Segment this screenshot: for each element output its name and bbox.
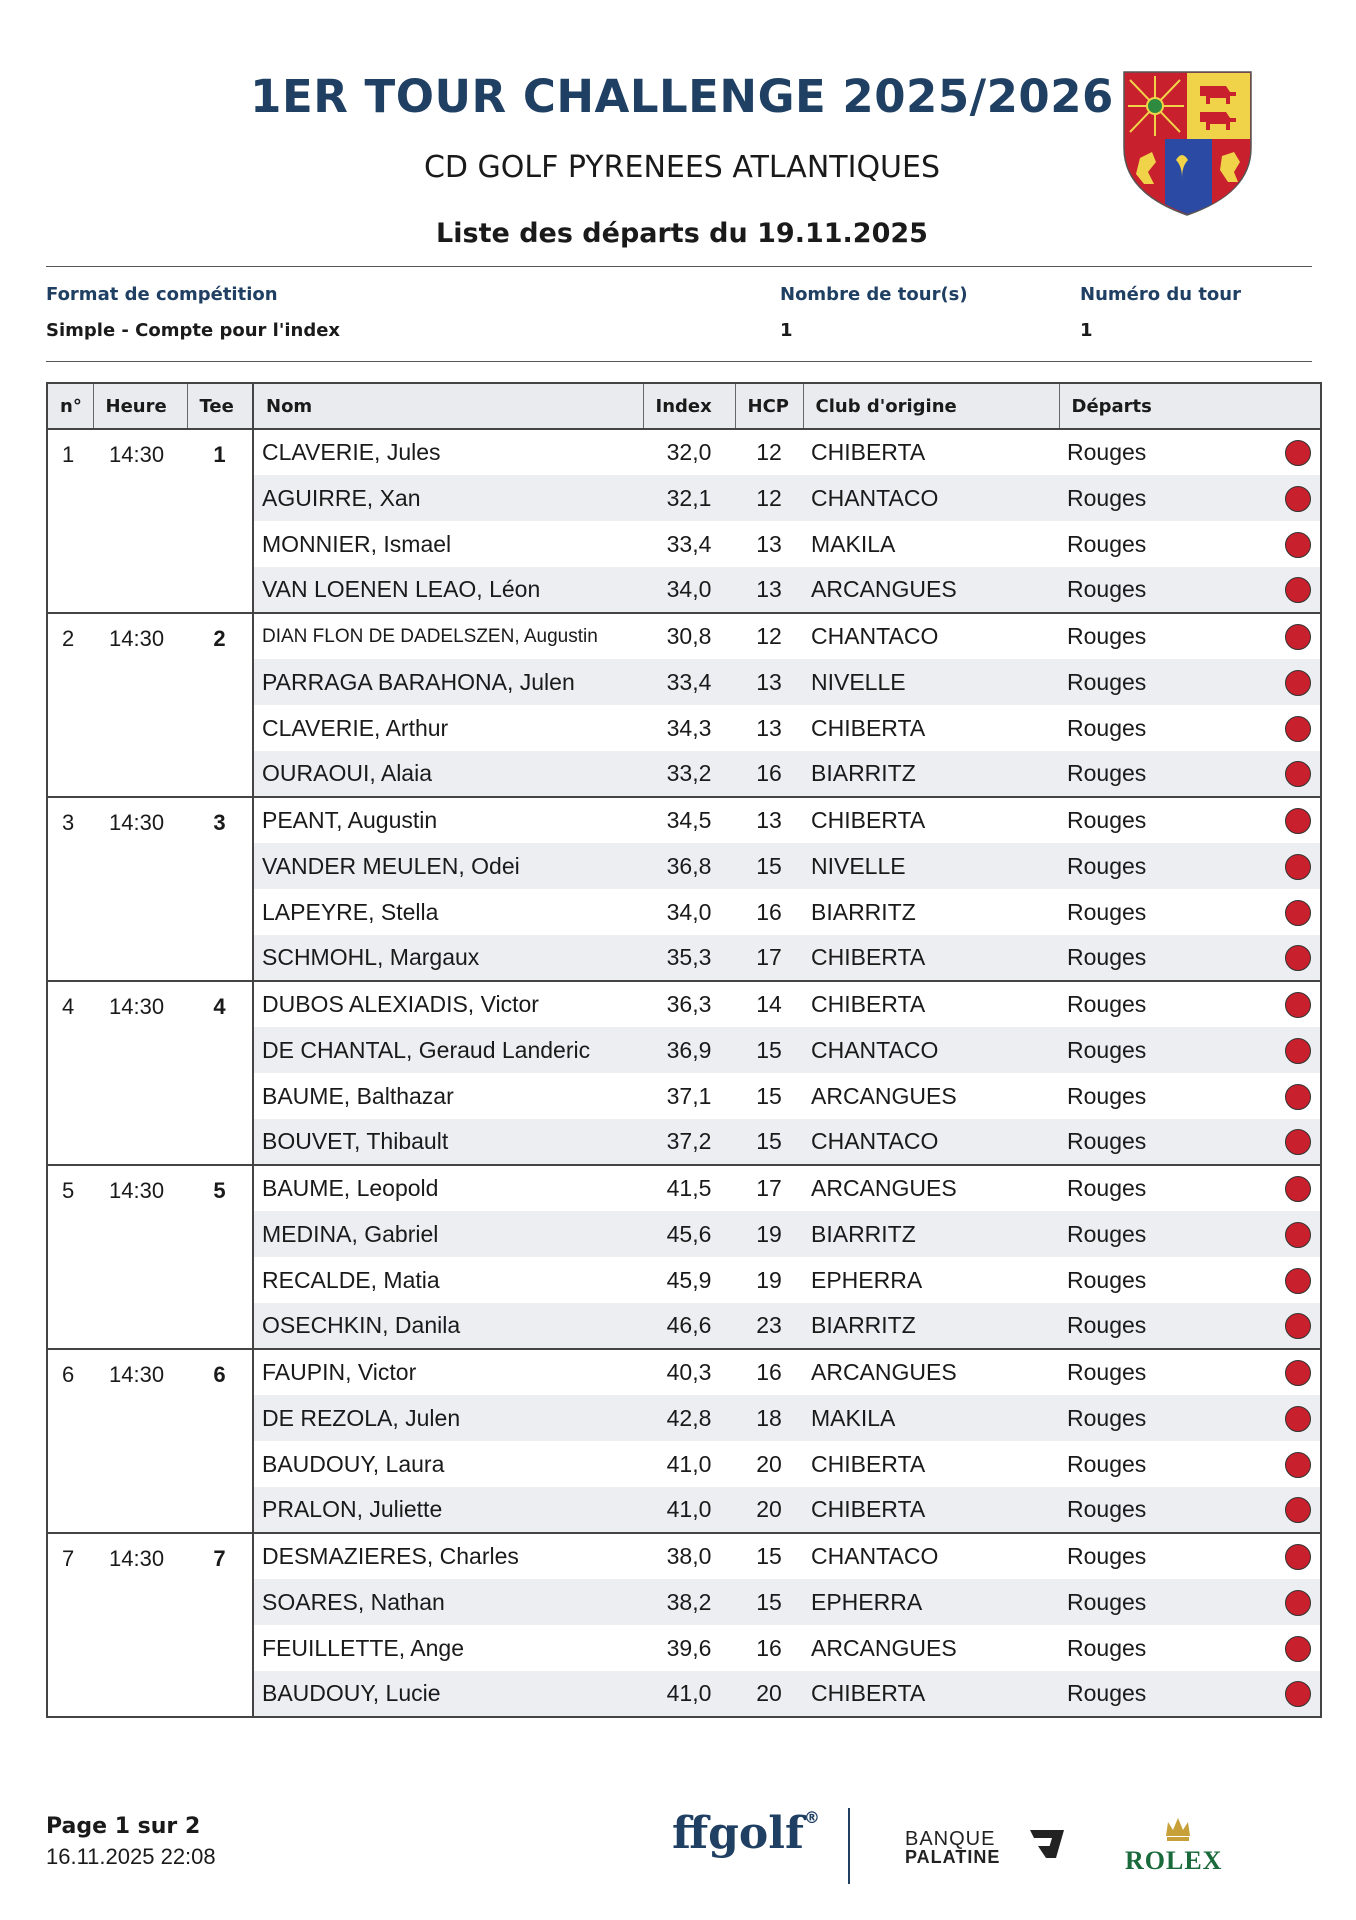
table-row xyxy=(47,429,1321,475)
red-tee-marker-icon xyxy=(1285,1636,1311,1662)
player-club: BIARRITZ xyxy=(803,1303,1059,1349)
player-index: 33,4 xyxy=(666,530,712,557)
player-hcp: 16 xyxy=(735,1349,803,1395)
player-index: 34,5 xyxy=(643,797,735,843)
page-title: 1ER TOUR CHALLENGE 2025/2026 xyxy=(250,70,1114,123)
player-club: BIARRITZ xyxy=(803,751,1059,797)
divider-top xyxy=(46,266,1312,267)
player-departs: Rouges xyxy=(1067,1634,1147,1661)
group-number: 5 xyxy=(47,1165,93,1349)
player-name: SOARES, Nathan xyxy=(253,1579,643,1625)
player-index: 46,6 xyxy=(643,1303,735,1349)
player-index: 39,6 xyxy=(666,1634,712,1661)
player-club: CHANTACO xyxy=(803,613,1059,659)
player-name: BAUDOUY, Laura xyxy=(262,1450,445,1477)
tee-number: 1 xyxy=(187,429,253,613)
player-departs: Rouges xyxy=(1059,1303,1275,1349)
player-departs: Rouges xyxy=(1059,1533,1275,1579)
player-hcp: 16 xyxy=(756,898,782,925)
player-hcp: 15 xyxy=(735,843,803,889)
player-club: CHIBERTA xyxy=(803,1487,1059,1533)
page-number: Page 1 sur 2 xyxy=(46,1814,201,1839)
player-name: PEANT, Augustin xyxy=(253,797,643,843)
player-index: 45,9 xyxy=(666,1266,712,1293)
player-club: CHIBERTA xyxy=(803,1671,1059,1717)
format-label: Format de compétition xyxy=(46,284,278,305)
start-time: 14:30 xyxy=(93,613,187,797)
red-tee-marker-icon xyxy=(1285,1452,1311,1478)
player-hcp: 18 xyxy=(735,1395,803,1441)
player-index: 36,8 xyxy=(643,843,735,889)
player-name: VAN LOENEN LEAO, Léon xyxy=(253,567,643,613)
start-time: 14:30 xyxy=(93,1165,187,1349)
player-hcp: 23 xyxy=(735,1303,803,1349)
tee-number: 4 xyxy=(187,981,253,1165)
player-club: ARCANGUES xyxy=(803,1165,1059,1211)
red-tee-marker-icon xyxy=(1285,808,1311,834)
red-tee-marker-icon xyxy=(1285,945,1311,971)
player-name: MEDINA, Gabriel xyxy=(253,1211,643,1257)
player-club: CHANTACO xyxy=(803,475,1059,521)
table-row xyxy=(47,1165,1321,1211)
player-hcp: 13 xyxy=(756,530,782,557)
rounds-label: Nombre de tour(s) xyxy=(780,284,968,305)
player-index: 45,6 xyxy=(643,1211,735,1257)
red-tee-marker-icon xyxy=(1285,992,1311,1018)
red-tee-marker-icon xyxy=(1285,1268,1311,1294)
col-header-departs: Départs xyxy=(1059,383,1321,429)
player-index: 36,3 xyxy=(643,981,735,1027)
player-departs: Rouges xyxy=(1067,1266,1147,1293)
table-header xyxy=(47,383,1321,429)
red-tee-marker-icon xyxy=(1285,1313,1311,1339)
player-departs: Rouges xyxy=(1059,475,1275,521)
col-header-tee: Tee xyxy=(187,383,253,429)
player-name: BAUME, Leopold xyxy=(253,1165,643,1211)
player-club: ARCANGUES xyxy=(803,567,1059,613)
red-tee-marker-icon xyxy=(1285,716,1311,742)
start-time: 14:30 xyxy=(93,1349,187,1533)
player-hcp: 12 xyxy=(735,613,803,659)
player-hcp: 20 xyxy=(735,1671,803,1717)
player-name: BAUDOUY, Lucie xyxy=(253,1671,643,1717)
player-hcp: 15 xyxy=(756,1082,782,1109)
player-departs: Rouges xyxy=(1059,1165,1275,1211)
player-club: EPHERRA xyxy=(803,1579,1059,1625)
tee-number: 6 xyxy=(187,1349,253,1533)
ffgolf-logo: ffgolf® xyxy=(672,1808,820,1859)
player-name: MONNIER, Ismael xyxy=(262,530,452,557)
player-departs: Rouges xyxy=(1067,1082,1147,1109)
player-hcp: 12 xyxy=(756,439,782,465)
player-club: MAKILA xyxy=(803,1395,1059,1441)
red-tee-marker-icon xyxy=(1285,1176,1311,1202)
table-row xyxy=(47,613,1321,659)
red-tee-marker-icon xyxy=(1285,854,1311,880)
player-hcp: 15 xyxy=(735,1579,803,1625)
red-tee-marker-icon xyxy=(1285,670,1311,696)
red-tee-marker-icon xyxy=(1285,532,1311,558)
player-club: NIVELLE xyxy=(803,843,1059,889)
player-club: CHIBERTA xyxy=(803,981,1059,1027)
tee-number: 5 xyxy=(187,1165,253,1349)
player-hcp: 20 xyxy=(756,1450,782,1477)
rounds-value: 1 xyxy=(780,320,793,341)
red-tee-marker-icon xyxy=(1285,577,1311,603)
player-name: DE CHANTAL, Geraud Landeric xyxy=(253,1027,643,1073)
player-name: SCHMOHL, Margaux xyxy=(253,935,643,981)
player-index: 34,0 xyxy=(643,567,735,613)
player-departs: Rouges xyxy=(1059,659,1275,705)
player-hcp: 19 xyxy=(756,1266,782,1293)
player-departs: Rouges xyxy=(1059,567,1275,613)
round-number-label: Numéro du tour xyxy=(1080,284,1241,305)
start-time: 14:30 xyxy=(93,981,187,1165)
player-name: DESMAZIERES, Charles xyxy=(253,1533,643,1579)
player-name: AGUIRRE, Xan xyxy=(253,475,643,521)
group-number: 4 xyxy=(47,981,93,1165)
red-tee-marker-icon xyxy=(1285,761,1311,787)
tee-number: 3 xyxy=(187,797,253,981)
player-club: CHIBERTA xyxy=(803,935,1059,981)
player-hcp: 15 xyxy=(735,1533,803,1579)
group-number: 3 xyxy=(47,797,93,981)
player-departs: Rouges xyxy=(1067,714,1147,741)
player-index: 37,1 xyxy=(666,1082,712,1109)
player-index: 38,0 xyxy=(643,1533,735,1579)
player-club: BIARRITZ xyxy=(811,898,916,925)
player-departs: Rouges xyxy=(1067,439,1147,465)
table-row xyxy=(47,1533,1321,1579)
player-departs: Rouges xyxy=(1059,1487,1275,1533)
tee-number: 2 xyxy=(187,613,253,797)
player-index: 32,1 xyxy=(643,475,735,521)
player-hcp: 16 xyxy=(756,1634,782,1661)
player-hcp: 15 xyxy=(735,1119,803,1165)
player-index: 37,2 xyxy=(643,1119,735,1165)
player-hcp: 19 xyxy=(735,1211,803,1257)
player-hcp: 12 xyxy=(735,475,803,521)
col-header-index: Index xyxy=(643,383,735,429)
player-club: CHANTACO xyxy=(803,1027,1059,1073)
player-name: PRALON, Juliette xyxy=(253,1487,643,1533)
player-index: 34,0 xyxy=(666,898,712,925)
player-departs: Rouges xyxy=(1059,1027,1275,1073)
player-name: FAUPIN, Victor xyxy=(253,1349,643,1395)
col-header-time: Heure xyxy=(93,383,187,429)
start-list-table xyxy=(46,382,1322,1718)
player-club: CHANTACO xyxy=(803,1533,1059,1579)
red-tee-marker-icon xyxy=(1285,624,1311,650)
player-index: 41,0 xyxy=(666,1450,712,1477)
format-value: Simple - Compte pour l'index xyxy=(46,320,341,341)
red-tee-marker-icon xyxy=(1285,1129,1311,1155)
player-hcp: 13 xyxy=(756,714,782,741)
player-index: 42,8 xyxy=(643,1395,735,1441)
table-row xyxy=(47,797,1321,843)
player-index: 34,3 xyxy=(666,714,712,741)
start-time: 14:30 xyxy=(93,797,187,981)
group-number: 7 xyxy=(47,1533,93,1717)
player-index: 35,3 xyxy=(643,935,735,981)
red-tee-marker-icon xyxy=(1285,1544,1311,1570)
player-index: 33,4 xyxy=(643,659,735,705)
banque-palatine-logo: BANQUE PALATINE xyxy=(905,1828,1001,1867)
player-club: MAKILA xyxy=(811,530,896,557)
player-name: BAUME, Balthazar xyxy=(262,1082,454,1109)
player-name: DE REZOLA, Julen xyxy=(253,1395,643,1441)
player-club: ARCANGUES xyxy=(803,1349,1059,1395)
player-departs: Rouges xyxy=(1059,1211,1275,1257)
player-hcp: 15 xyxy=(735,1027,803,1073)
red-tee-marker-icon xyxy=(1285,900,1311,926)
player-club: NIVELLE xyxy=(803,659,1059,705)
player-name: DUBOS ALEXIADIS, Victor xyxy=(253,981,643,1027)
player-hcp: 13 xyxy=(735,797,803,843)
player-departs: Rouges xyxy=(1059,1579,1275,1625)
player-hcp: 13 xyxy=(735,567,803,613)
red-tee-marker-icon xyxy=(1285,486,1311,512)
red-tee-marker-icon xyxy=(1285,1497,1311,1523)
player-club: EPHERRA xyxy=(811,1266,923,1293)
player-hcp: 17 xyxy=(735,935,803,981)
player-name: CLAVERIE, Jules xyxy=(262,439,441,465)
player-name: OSECHKIN, Danila xyxy=(253,1303,643,1349)
divider-meta xyxy=(46,361,1312,362)
red-tee-marker-icon xyxy=(1285,440,1311,466)
player-departs: Rouges xyxy=(1067,898,1147,925)
group-number: 6 xyxy=(47,1349,93,1533)
player-departs: Rouges xyxy=(1059,843,1275,889)
rolex-logo: ROLEX xyxy=(1125,1846,1223,1875)
red-tee-marker-icon xyxy=(1285,1038,1311,1064)
player-departs: Rouges xyxy=(1059,1349,1275,1395)
player-hcp: 16 xyxy=(735,751,803,797)
red-tee-marker-icon xyxy=(1285,1222,1311,1248)
col-header-name: Nom xyxy=(253,383,643,429)
start-time: 14:30 xyxy=(93,1533,187,1717)
col-header-club: Club d'origine xyxy=(803,383,1059,429)
player-club: CHIBERTA xyxy=(811,714,926,741)
player-departs: Rouges xyxy=(1059,1119,1275,1165)
player-name: DIAN FLON DE DADELSZEN, Augustin xyxy=(253,613,643,659)
red-tee-marker-icon xyxy=(1285,1681,1311,1707)
table-row xyxy=(47,981,1321,1027)
player-index: 38,2 xyxy=(643,1579,735,1625)
table-row xyxy=(47,1349,1321,1395)
timestamp: 16.11.2025 22:08 xyxy=(46,1844,216,1869)
red-tee-marker-icon xyxy=(1285,1360,1311,1386)
player-club: ARCANGUES xyxy=(811,1634,957,1661)
red-tee-marker-icon xyxy=(1285,1590,1311,1616)
group-number: 2 xyxy=(47,613,93,797)
player-index: 41,0 xyxy=(643,1487,735,1533)
player-club: CHIBERTA xyxy=(803,797,1059,843)
player-departs: Rouges xyxy=(1067,530,1147,557)
round-number-value: 1 xyxy=(1080,320,1093,341)
player-index: 32,0 xyxy=(666,439,712,465)
crest-icon xyxy=(1120,68,1255,218)
col-header-number: n° xyxy=(47,383,93,429)
player-name: OURAOUI, Alaia xyxy=(253,751,643,797)
player-departs: Rouges xyxy=(1059,613,1275,659)
player-club: CHIBERTA xyxy=(811,439,926,465)
list-title: Liste des départs du 19.11.2025 xyxy=(436,218,928,249)
player-index: 30,8 xyxy=(643,613,735,659)
player-hcp: 20 xyxy=(735,1487,803,1533)
logo-separator xyxy=(848,1808,850,1884)
player-index: 36,9 xyxy=(643,1027,735,1073)
player-hcp: 17 xyxy=(735,1165,803,1211)
player-departs: Rouges xyxy=(1059,1671,1275,1717)
red-tee-marker-icon xyxy=(1285,1084,1311,1110)
player-club: BIARRITZ xyxy=(803,1211,1059,1257)
player-departs: Rouges xyxy=(1059,797,1275,843)
player-departs: Rouges xyxy=(1059,751,1275,797)
col-header-hcp: HCP xyxy=(735,383,803,429)
player-club: ARCANGUES xyxy=(811,1082,957,1109)
player-name: CLAVERIE, Arthur xyxy=(262,714,449,741)
player-index: 33,2 xyxy=(643,751,735,797)
tee-number: 7 xyxy=(187,1533,253,1717)
organizer-title: CD GOLF PYRENEES ATLANTIQUES xyxy=(423,150,941,185)
player-departs: Rouges xyxy=(1067,1450,1147,1477)
start-time: 14:30 xyxy=(109,442,165,467)
player-index: 41,5 xyxy=(643,1165,735,1211)
player-index: 40,3 xyxy=(643,1349,735,1395)
player-hcp: 13 xyxy=(735,659,803,705)
player-name: FEUILLETTE, Ange xyxy=(262,1634,464,1661)
player-departs: Rouges xyxy=(1059,1395,1275,1441)
crown-icon xyxy=(1163,1814,1193,1844)
player-club: CHIBERTA xyxy=(811,1450,926,1477)
player-index: 41,0 xyxy=(643,1671,735,1717)
player-departs: Rouges xyxy=(1059,981,1275,1027)
red-tee-marker-icon xyxy=(1285,1406,1311,1432)
player-name: BOUVET, Thibault xyxy=(253,1119,643,1165)
player-departs: Rouges xyxy=(1059,935,1275,981)
group-number: 1 xyxy=(62,442,75,467)
player-hcp: 14 xyxy=(735,981,803,1027)
player-club: CHANTACO xyxy=(803,1119,1059,1165)
player-name: LAPEYRE, Stella xyxy=(262,898,439,925)
palatine-wing-icon xyxy=(1028,1826,1066,1862)
player-name: PARRAGA BARAHONA, Julen xyxy=(253,659,643,705)
player-name: RECALDE, Matia xyxy=(262,1266,440,1293)
player-name: VANDER MEULEN, Odei xyxy=(253,843,643,889)
